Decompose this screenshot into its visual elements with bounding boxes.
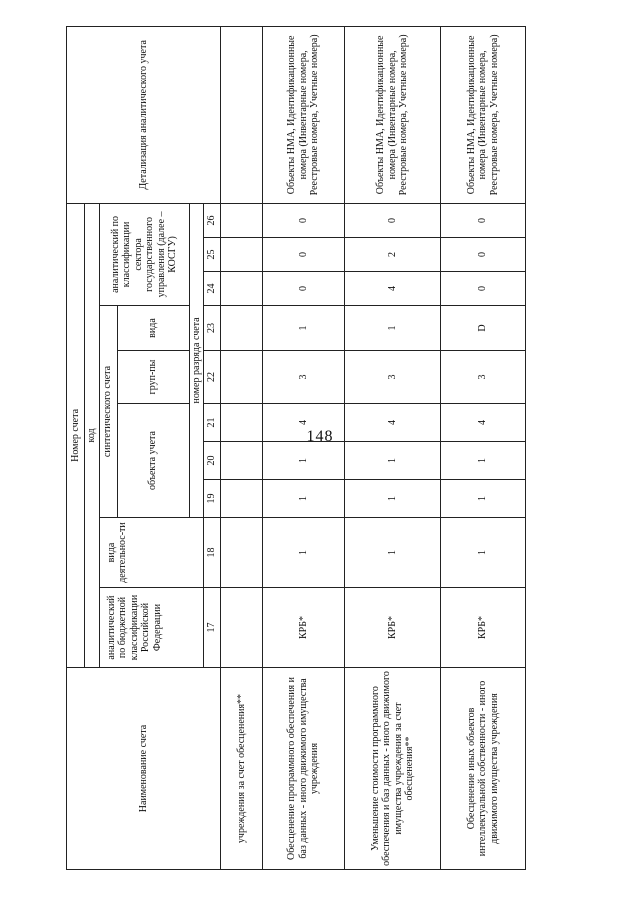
header-account-object: объекта учета — [117, 404, 189, 518]
column-number: 22 — [204, 351, 221, 404]
digit-24: 0 — [263, 272, 345, 306]
activity-value: 1 — [263, 518, 345, 588]
column-number: 18 — [204, 518, 221, 588]
header-account-number: Номер счета — [67, 203, 85, 667]
digit-23: 1 — [263, 306, 345, 351]
digit-25: 0 — [441, 238, 526, 272]
digit-23: 1 — [345, 306, 441, 351]
digit-24 — [221, 272, 263, 306]
column-number: 19 — [204, 480, 221, 518]
digit-21 — [221, 404, 263, 442]
detail-value — [221, 26, 263, 203]
activity-value: 1 — [345, 518, 441, 588]
digit-25: 0 — [263, 238, 345, 272]
digit-24: 4 — [345, 272, 441, 306]
digit-23 — [221, 306, 263, 351]
column-number: 23 — [204, 306, 221, 351]
digit-20: 1 — [441, 442, 526, 480]
digit-21: 4 — [345, 404, 441, 442]
header-synthetic: синтетического счета — [99, 306, 117, 518]
header-kbk-analytic: аналитический по бюджетной классификации Российской Федерации — [99, 588, 204, 668]
page-number: 148 — [306, 428, 334, 445]
digit-19 — [221, 480, 263, 518]
detail-value: Объекты НМА, Идентификационные номера (Инвентарные номера, Реестровые номера, Учетные номера) — [263, 26, 345, 203]
header-account-name: Наименование счета — [67, 668, 221, 870]
table-row — [345, 26, 441, 869]
table-row — [221, 26, 263, 869]
kbk-value — [221, 588, 263, 668]
table-row — [263, 26, 345, 869]
header-code: код — [85, 203, 100, 667]
activity-value: 1 — [441, 518, 526, 588]
digit-22: 3 — [263, 351, 345, 404]
digit-25: 2 — [345, 238, 441, 272]
header-activity-type: вида деятельнос-ти — [99, 518, 204, 588]
digit-24: 0 — [441, 272, 526, 306]
header-groups: груп-пы — [117, 351, 189, 404]
account-name: Уменьшение стоимости программного обеспечения и баз данных - иного движимого имущества учреждения за счет обесценения** — [345, 668, 441, 870]
column-number: 17 — [204, 588, 221, 668]
digit-22: 3 — [441, 351, 526, 404]
digit-21: 4 — [263, 404, 345, 442]
account-name: Обесценение программного обеспечения и баз данных - иного движимого имущества учреждения — [263, 668, 345, 870]
header-row-1 — [67, 26, 85, 869]
account-name: учреждения за счет обесценения** — [221, 668, 263, 870]
digit-25 — [221, 238, 263, 272]
digit-20: 1 — [345, 442, 441, 480]
digit-19: 1 — [345, 480, 441, 518]
digit-26: 0 — [263, 203, 345, 237]
column-number: 24 — [204, 272, 221, 306]
column-number: 21 — [204, 404, 221, 442]
detail-value: Объекты НМА, Идентификационные номера (Инвентарные номера, Реестровые номера, Учетные номера) — [345, 26, 441, 203]
column-number: 25 — [204, 238, 221, 272]
column-number: 20 — [204, 442, 221, 480]
digit-21: 4 — [441, 404, 526, 442]
header-kind: вида — [117, 306, 189, 351]
digit-26 — [221, 203, 263, 237]
column-number: 26 — [204, 203, 221, 237]
kbk-value: КРБ* — [263, 588, 345, 668]
digit-23: D — [441, 306, 526, 351]
digit-22: 3 — [345, 351, 441, 404]
header-category-numbers: номер разряда счета — [189, 203, 204, 517]
table-row — [441, 26, 526, 869]
header-detail: Детализация аналитического учета — [67, 26, 221, 203]
header-kosgu-analytic: аналитический по классификации сектора государственного управления (далее – КОСГУ) — [99, 203, 189, 305]
kbk-value: КРБ* — [441, 588, 526, 668]
digit-26: 0 — [345, 203, 441, 237]
rotated-table-container — [66, 27, 524, 870]
accounts-table — [66, 26, 526, 870]
activity-value — [221, 518, 263, 588]
digit-20: 1 — [263, 442, 345, 480]
digit-19: 1 — [441, 480, 526, 518]
digit-26: 0 — [441, 203, 526, 237]
account-name: Обесценение иных объектов интеллектуальной собственности - иного движимого имущества учреждения — [441, 668, 526, 870]
kbk-value: КРБ* — [345, 588, 441, 668]
digit-22 — [221, 351, 263, 404]
detail-value: Объекты НМА, Идентификационные номера (Инвентарные номера, Реестровые номера, Учетные номера) — [441, 26, 526, 203]
digit-19: 1 — [263, 480, 345, 518]
digit-20 — [221, 442, 263, 480]
